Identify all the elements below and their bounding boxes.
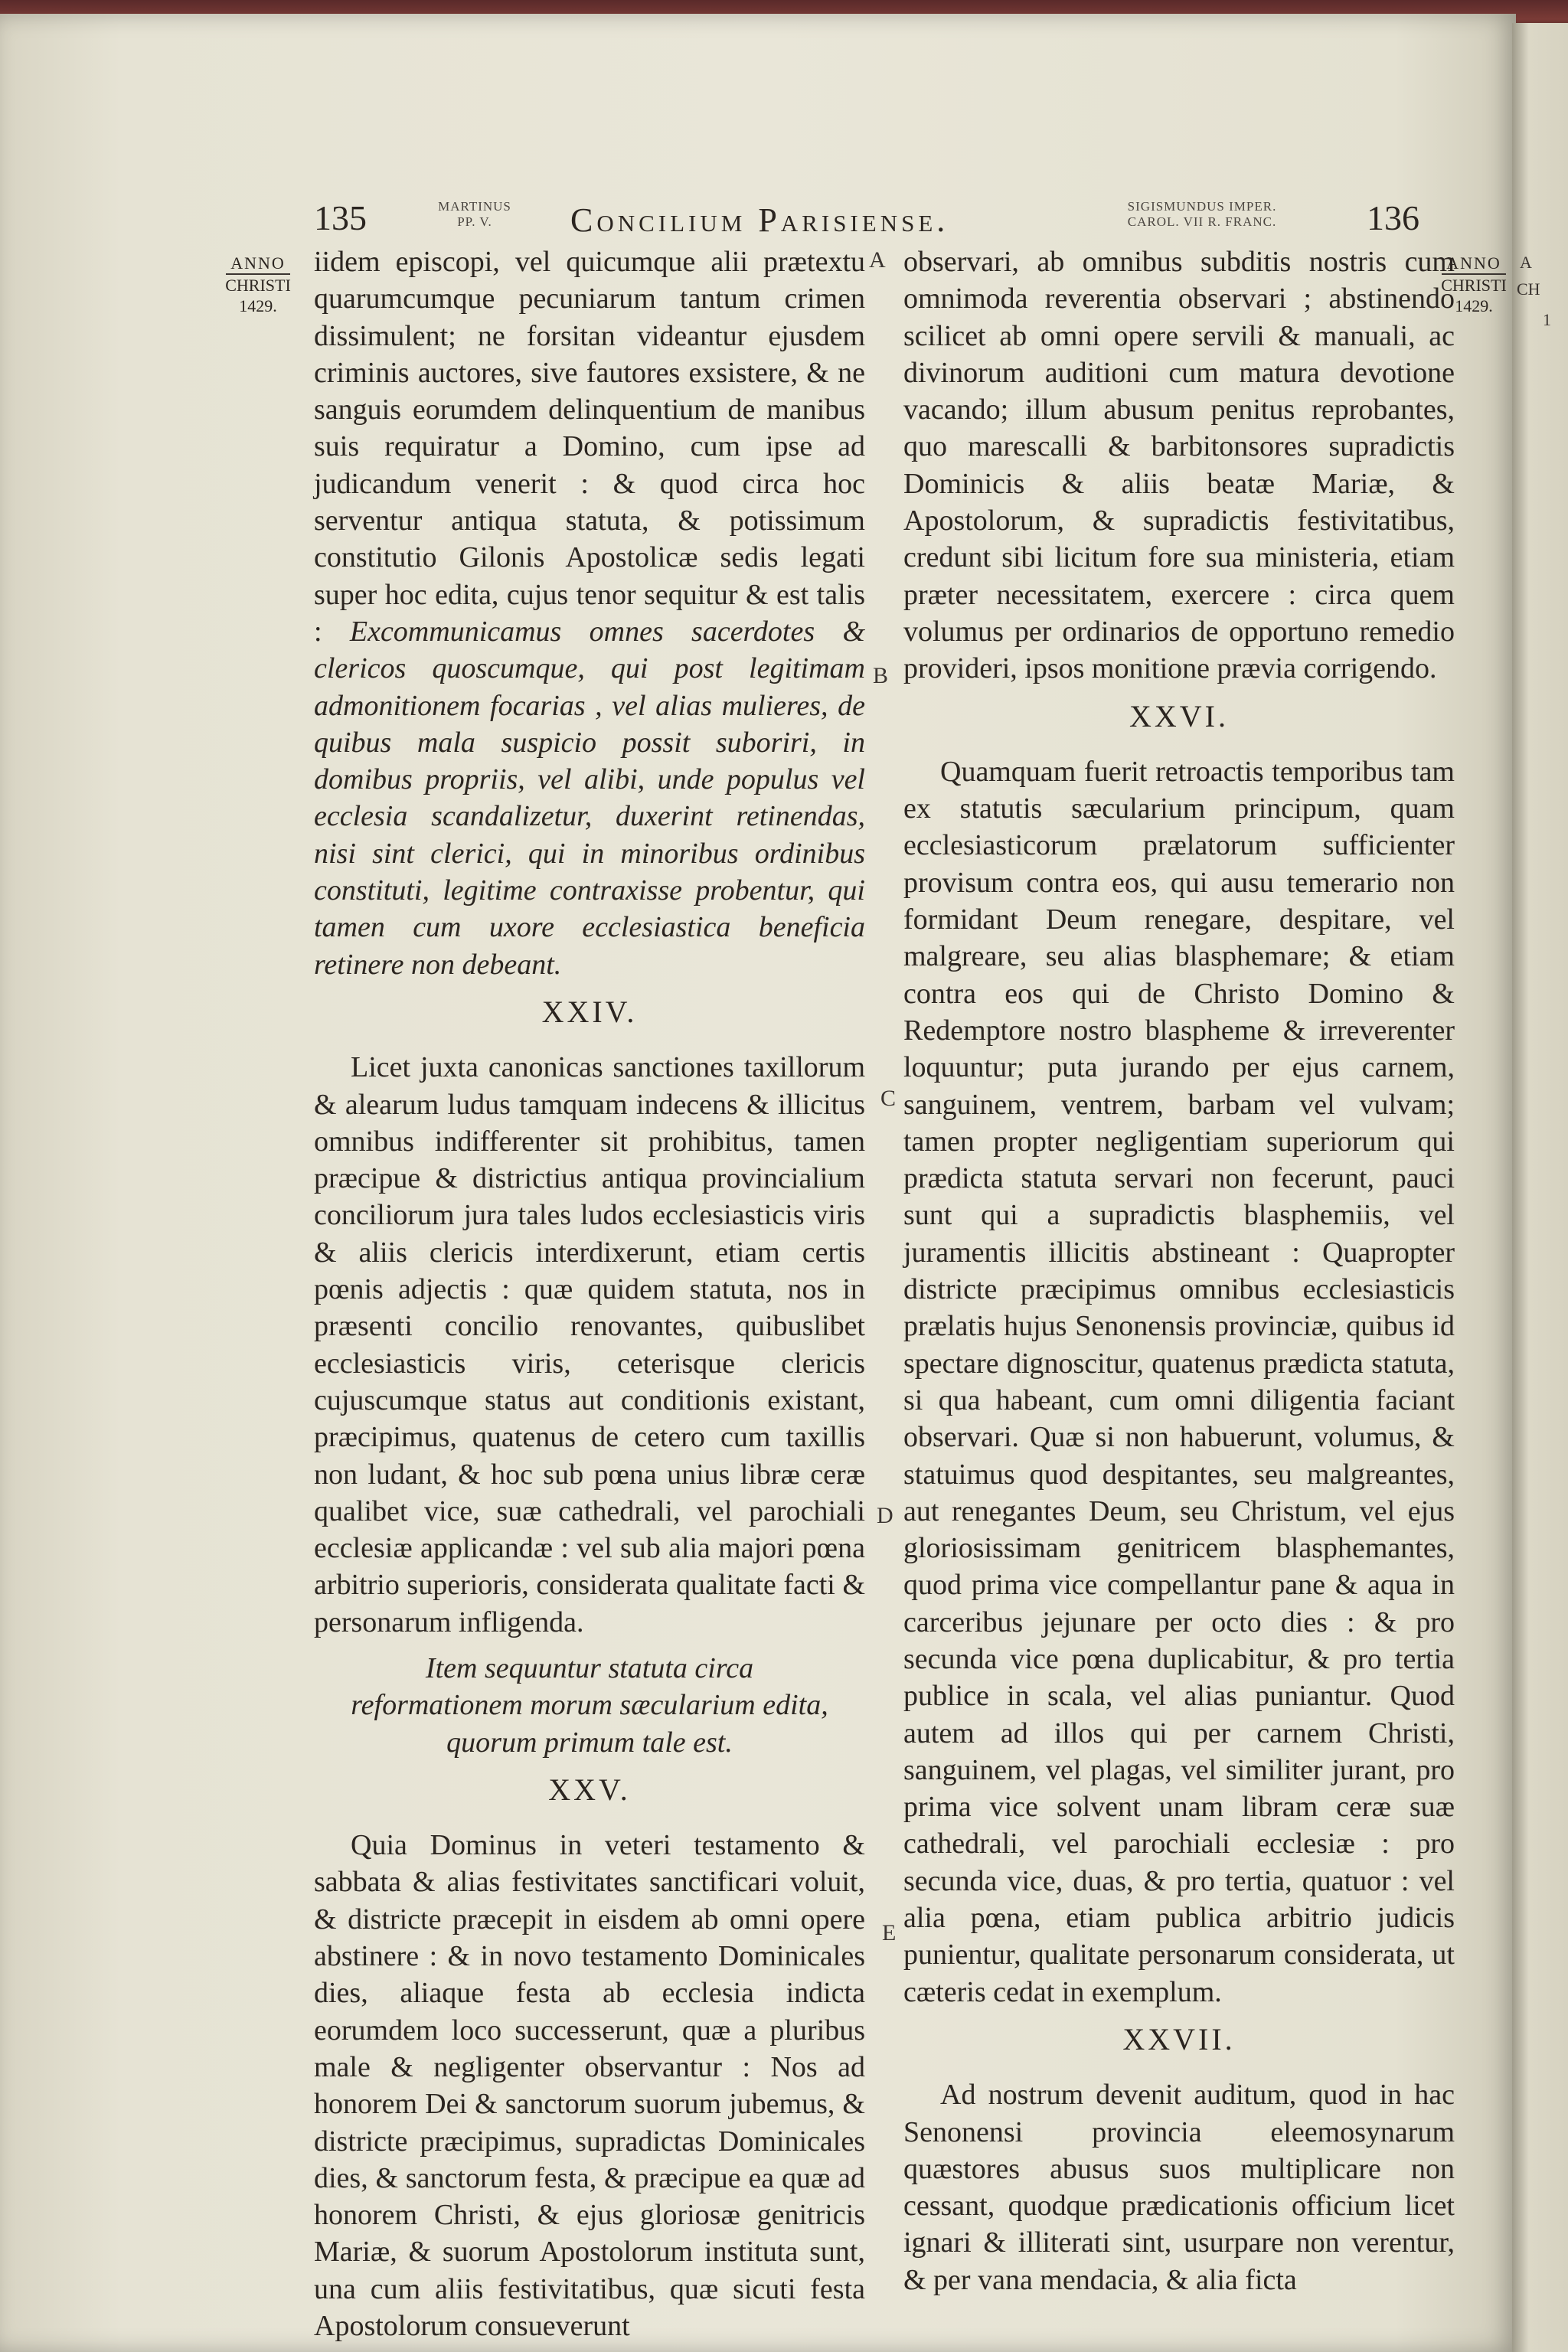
item-heading: Item sequuntur statuta circa reformationem morum sæcularium edita, quorum primum tale est. (351, 1651, 828, 1759)
next-page-margin-text: A (1520, 253, 1532, 272)
section-marker-e: E (882, 1920, 897, 1945)
paragraph-text: iidem episcopi, vel quicumque alii prætextu quarumcumque pecuniarum tantum crimen dissimulent; ne forsitan videantur ejusdem criminis auctores, sive fautores exsistere, & ne sanguis eorumdem delinquentium de manibus suis requiratur a Domino, cum ipse ad judicandum venerit : & quod circa hoc serventur antiqua statuta, & potissimum constitutio Gilonis Apostolicæ sedis legati super hoc edita, cujus tenor sequitur & est talis : (314, 246, 865, 648)
margin-year: 1429. (1455, 296, 1493, 315)
margin-christi: CHRISTI (225, 276, 291, 295)
next-page-edge (1512, 23, 1568, 2352)
paragraph-continued (314, 243, 865, 983)
right-running-head: SIGISMUNDUS IMPER. CAROL. VII R. FRANC. (1127, 199, 1277, 229)
section-heading-24: XXIV. (541, 994, 638, 1029)
next-page-margin-text: 1 (1543, 310, 1551, 329)
paragraph-continued: observari, ab omnibus subditis nostris cum omnimoda reverentia observari ; abstinendo scilicet ab omni opere servili & manuali, ac divinorum auditioni cum matura devotione vacando; illum abusum penitus reprobantes, quo marescalli & barbitonsores supradictis Dominicis & aliis beatæ Mariæ, & Apostolorum, & supradictis festivitatibus, credunt sibi licitum fore sua ministeria, etiam præter necessitatem, exercere : circa quem volumus per ordinarios de opportuno remedio provideri, ipsos monitione prævia corrigendo. (903, 246, 1455, 685)
right-column (903, 243, 1455, 2298)
running-header (314, 190, 1485, 251)
margin-anno: ANNO (1442, 253, 1506, 275)
margin-year: 1429. (239, 296, 277, 315)
page-title: Concilium Parisiense. (570, 201, 949, 239)
section-marker-a: A (869, 247, 886, 273)
book-page (0, 14, 1516, 2352)
quoted-constitution: Excommunicamus omnes sacerdotes & clericos quoscumque, qui post legitimam admonitionem focarias , vel alias mulieres, de quibus mala suspicio possit suboriri, in domibus propriis, vel alibi, unde populus vel ecclesia scandalizetur, duxerint retinendas, nisi sint clerici, qui in minoribus ordinibus constituti, legitime contraxisse probentur, qui tamen cum uxore ecclesiastica beneficia retinere non debeant. (314, 615, 865, 981)
section-heading-25: XXV. (548, 1772, 631, 1807)
section-marker-d: D (877, 1503, 893, 1528)
margin-christi: CHRISTI (1441, 276, 1507, 295)
margin-date-left (208, 253, 308, 316)
paragraph-26: Quamquam fuerit retroactis temporibus tam ex statutis sæcularium principum, quam ecclesiasticorum prælatorum sufficienter provisum contra eos, qui ausu temerario non formidant Deum renegare, despitare, vel malgreare, seu alias blasphemare; & etiam contra eos qui de Christo Domino & Redemptore nostro blaspheme & irreverenter loquuntur; puta jurando per ejus carnem, sanguinem, ventrem, barbam vel vulvam; tamen propter negligentiam superiorum qui prædicta statuta servari non fecerunt, pauci sunt qui a supradictis blasphemiis, vel juramentis illicitis abstineant : Quapropter districte præcipimus omnibus ecclesiasticis prælatis hujus Senonensis provinciæ, quibus id spectare dignoscitur, quatenus prædicta statuta, si qua habeant, cum omni diligentia faciant observari. Quæ si non habuerunt, volumus, & statuimus quod despitantes, seu malgreantes, aut renegantes Deum, seu Christum, vel ejus gloriosissimam genitricem blasphemantes, quod prima vice compellantur pane & aqua in carceribus jejunare per octo dies : & pro secunda vice pœna duplicabitur, & pro tertia publice in scala, vel alias puniantur. Quod autem ad illos qui per carnem Christi, sanguinem, vel plagas, vel similiter jurant, pro prima vice solvent unam libram ceræ suæ cathedrali, vel parochiali ecclesiæ : pro secunda vice, duas, & pro tertia, quatuor : vel alia pœna, etiam publica arbitrio judicis punientur, qualitate personarum considerata, ut cæteris cedat in exemplum. (903, 755, 1455, 2008)
paragraph-24: Licet juxta canonicas sanctiones taxillorum & alearum ludus tamquam indecens & illicitus omnibus indifferenter sit prohibitus, tamen præcipue & districtius antiqua provincialium conciliorum jura tales ludos ecclesiasticis viris & aliis clericis interdixerunt, etiam certis pœnis adjectis : quæ quidem statuta, nos in præsenti concilio renovantes, quibuslibet ecclesiasticis viris, ceterisque clericis cujuscumque status aut conditionis existant, præcipimus, quatenus de cetero cum taxillis non ludant, & hoc sub pœna unius libræ ceræ qualibet vice, suæ cathedrali, vel parochiali ecclesiæ applicandæ : vel sub alia majori pœna arbitrio superioris, considerata qualitate facti & personarum infligenda. (314, 1051, 865, 1638)
paragraph-27: Ad nostrum devenit auditum, quod in hac Senonensi provincia eleemosynarum quæstores abusus suos multiplicare non cessant, quodque prædicationis officium licet ignari & illiterati sint, usurpare non verentur, & per vana mendacia, & alia ficta (903, 2079, 1455, 2296)
left-page-number: 135 (314, 198, 367, 237)
paragraph-25: Quia Dominus in veteri testamento & sabbata & alias festivitates sanctificari voluit, & districte præcepit in eisdem ab omni opere abstinere : & in novo testamento Dominicales dies, aliaque festa ab ecclesia indicta eorumdem loco successerunt, quæ a pluribus male & negligenter observantur : Nos ad honorem Dei & sanctorum suorum jubemus, & districte præcipimus, supradictas Dominicales dies, & sanctorum festa, & præcipue ea quæ ad honorem Christi, & ejus gloriosæ genitricis Mariæ, & suorum Apostolorum instituta sunt, una cum aliis festivitatibus, quæ sicuti festa Apostolorum consueverunt (314, 1829, 865, 2343)
section-heading-27: XXVII. (1122, 2021, 1236, 2056)
next-page-margin-text: CH (1517, 279, 1540, 299)
section-marker-b: B (873, 663, 889, 688)
margin-anno: ANNO (226, 253, 290, 275)
right-page-number: 136 (1367, 198, 1419, 237)
left-running-head: MARTINUS PP. V. (438, 199, 511, 229)
left-column (314, 243, 865, 2344)
section-heading-26: XXVI. (1129, 698, 1229, 733)
section-marker-c: C (880, 1086, 897, 1111)
